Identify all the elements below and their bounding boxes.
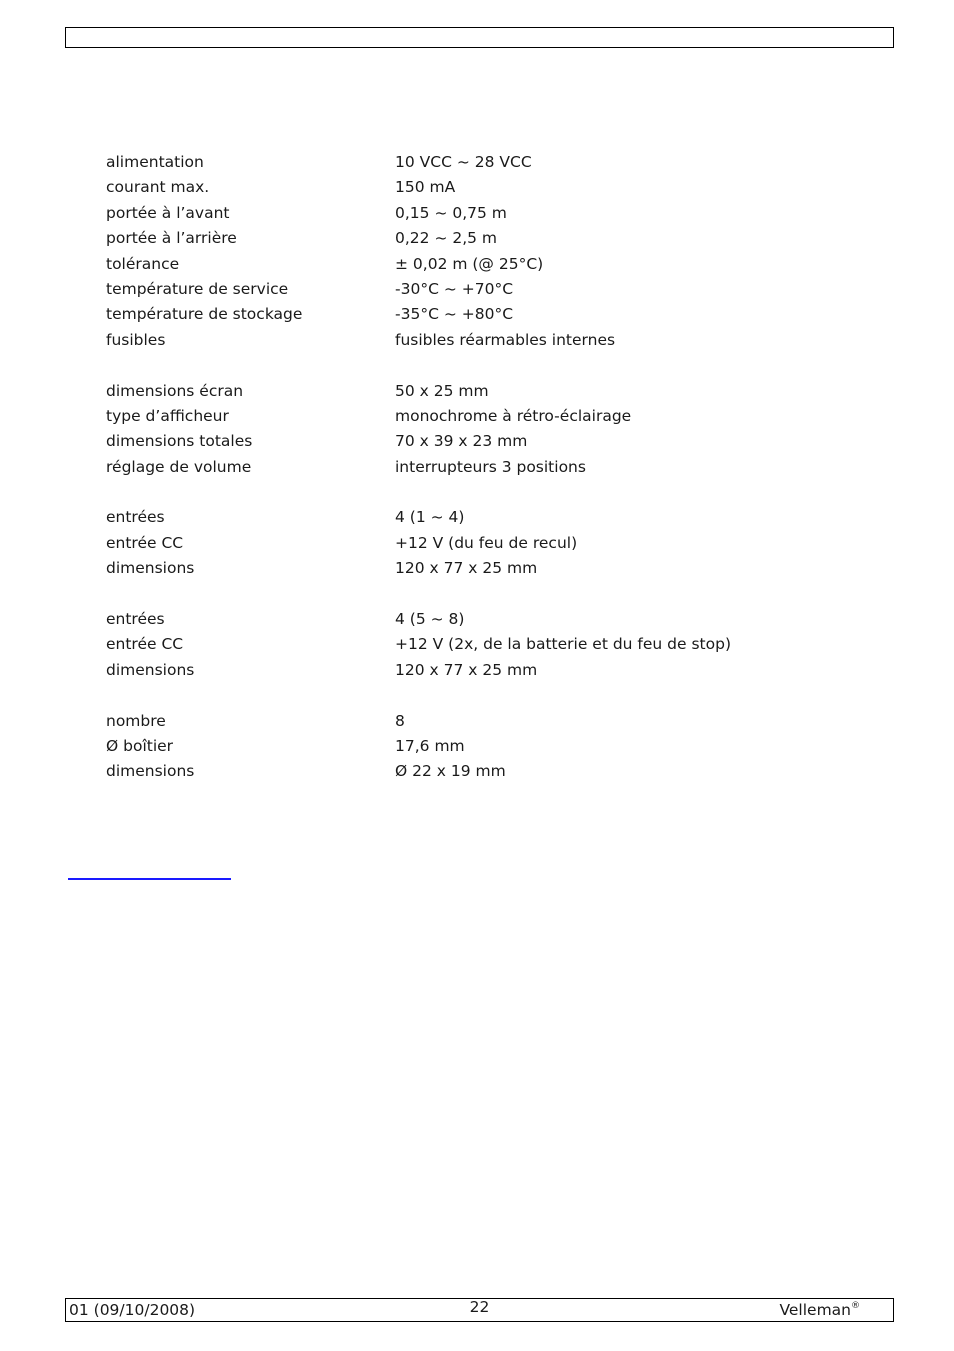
spec-value: 4 (5 ~ 8) (395, 610, 465, 629)
spec-row (106, 734, 866, 759)
spec-row (106, 429, 866, 454)
spec-label: réglage de volume (106, 457, 252, 476)
spec-row (106, 277, 866, 302)
spec-value: interrupteurs 3 positions (395, 457, 586, 476)
spec-row (106, 709, 866, 734)
spec-value: 70 x 39 x 23 mm (395, 432, 528, 451)
footer-version: 01 (09/10/2008) (69, 1301, 196, 1319)
spec-label: courant max. (106, 178, 210, 197)
spec-row (106, 201, 866, 226)
spec-value: +12 V (2x, de la batterie et du feu de stop) (395, 635, 732, 654)
spec-value: 8 (395, 711, 405, 730)
spec-label: fusibles (106, 330, 166, 349)
spec-label: type d’afficheur (106, 406, 229, 425)
spec-row (106, 175, 866, 200)
spec-value: 50 x 25 mm (395, 381, 489, 400)
spec-value: Ø 22 x 19 mm (395, 762, 506, 781)
spec-value: 0,22 ~ 2,5 m (395, 229, 498, 248)
spec-row (106, 505, 866, 530)
spec-row (106, 404, 866, 429)
spec-row (106, 759, 866, 784)
spec-table (106, 150, 866, 785)
spec-value: ± 0,02 m (@ 25°C) (395, 254, 544, 273)
spec-row (106, 302, 866, 327)
spec-label: entrée CC (106, 533, 184, 552)
spec-label: nombre (106, 711, 166, 730)
spec-row (106, 556, 866, 581)
spec-label: température de stockage (106, 305, 303, 324)
spec-label: dimensions (106, 762, 195, 781)
spec-row (106, 455, 866, 480)
registered-mark: ® (851, 1301, 860, 1311)
spec-value: 120 x 77 x 25 mm (395, 559, 538, 578)
spec-row (106, 252, 866, 277)
page-footer (65, 1298, 894, 1322)
spec-label: température de service (106, 279, 289, 298)
page-header-box (65, 27, 894, 48)
spec-row (106, 632, 866, 657)
spec-label: entrées (106, 610, 165, 629)
spec-value: 17,6 mm (395, 736, 465, 755)
spec-label: Ø boîtier (106, 736, 174, 755)
spec-label: dimensions (106, 559, 195, 578)
footer-brand (779, 1301, 860, 1319)
spec-label: dimensions écran (106, 381, 244, 400)
spec-label: dimensions (106, 660, 195, 679)
spec-value: fusibles réarmables internes (395, 330, 616, 349)
spec-value: monochrome à rétro-éclairage (395, 406, 632, 425)
spec-label: portée à l’arrière (106, 229, 237, 248)
spec-value: 10 VCC ~ 28 VCC (395, 153, 532, 171)
spec-label: entrées (106, 508, 165, 527)
spec-value: -35°C ~ +80°C (395, 305, 514, 324)
spec-label: portée à l’avant (106, 203, 230, 222)
spec-label: alimentation (106, 153, 204, 171)
spec-row (106, 607, 866, 632)
spec-label: dimensions totales (106, 432, 253, 451)
spec-label: entrée CC (106, 635, 184, 654)
spec-row (106, 150, 866, 175)
spec-value: 120 x 77 x 25 mm (395, 660, 538, 679)
spec-row (106, 328, 866, 353)
spec-label: tolérance (106, 254, 180, 273)
spec-row (106, 226, 866, 251)
spec-value: 0,15 ~ 0,75 m (395, 203, 507, 222)
spec-value: 150 mA (395, 178, 456, 197)
link-underline[interactable] (68, 878, 231, 880)
spec-row (106, 379, 866, 404)
spec-value: 4 (1 ~ 4) (395, 508, 465, 527)
spec-value: +12 V (du feu de recul) (395, 533, 578, 552)
spec-row (106, 658, 866, 683)
footer-page-number: 22 (469, 1298, 490, 1316)
footer-brand-name: Velleman (779, 1301, 851, 1319)
spec-row (106, 531, 866, 556)
spec-value: -30°C ~ +70°C (395, 279, 514, 298)
